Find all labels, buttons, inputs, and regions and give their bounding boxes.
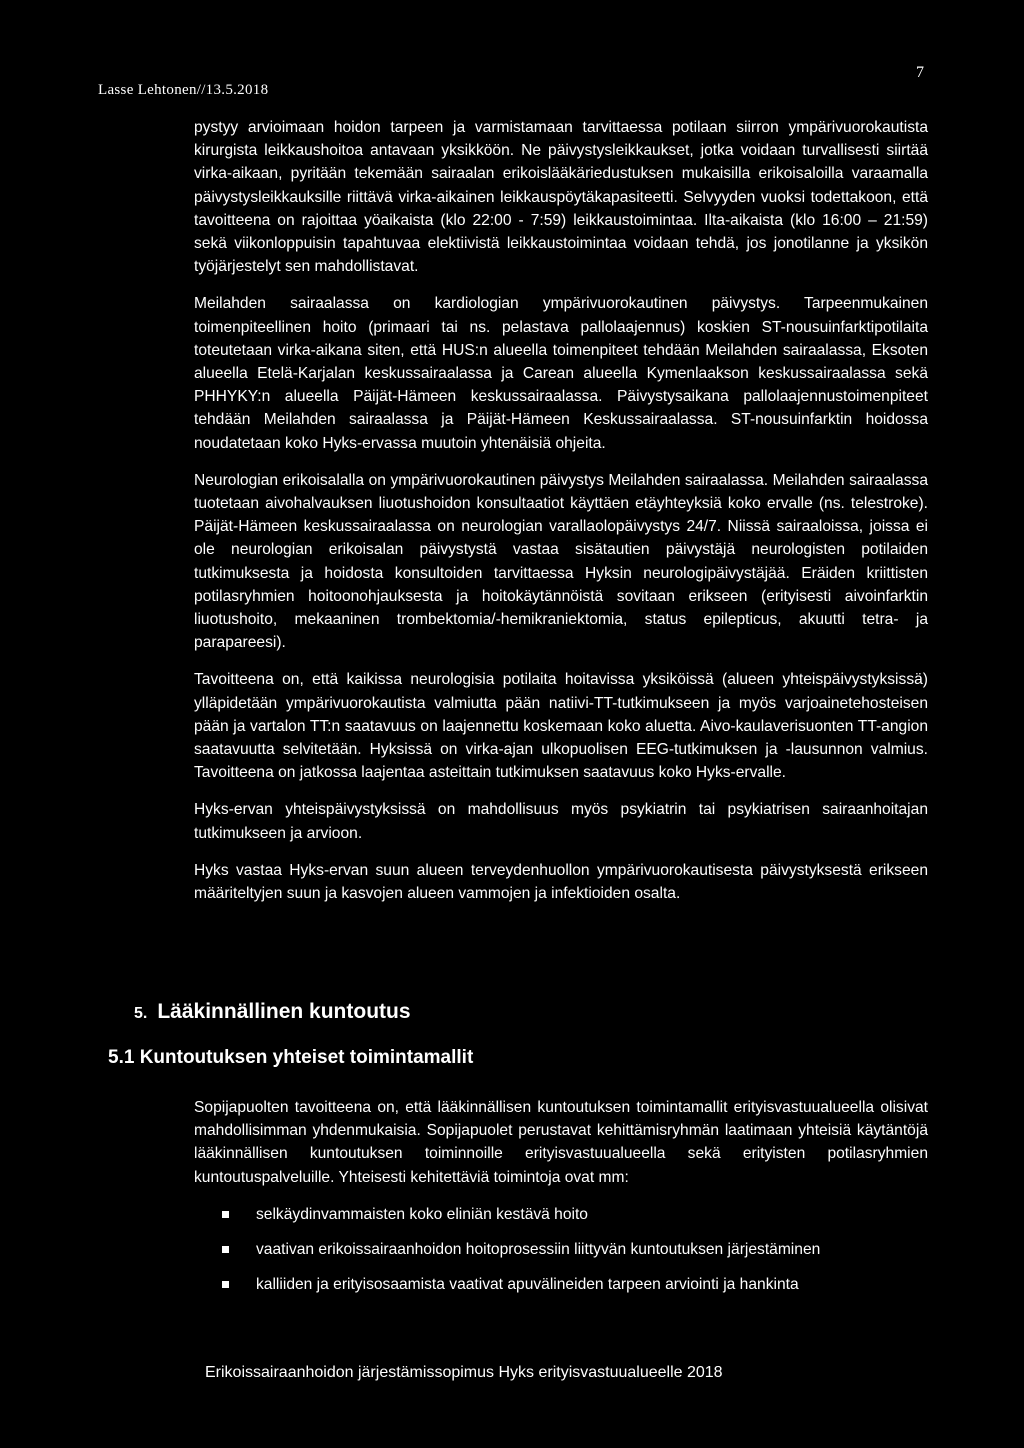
list-item-text: kalliiden ja erityisosaamista vaativat apuvälineiden tarpeen arviointi ja hankinta bbox=[256, 1276, 799, 1294]
paragraph-surgery: pystyy arvioimaan hoidon tarpeen ja varmistamaan tarvittaessa potilaan siirron ympärivuorokautista kirurgista leikkaushoitoa antavaan yksikköön. Ne päivystysleikkaukset, jotka voidaan turvallisesti siirtää virka-aikaan, pyritään tekemään sairaalan erikoislääkäriedustuksen mukaisilla erikoisaloilla varaamalla päivystysleikkauksille riittävä virka-aikainen leikkauspöytäkapasiteetti. Selvyyden vuoksi todettakoon, että tavoitteena on rajoittaa yöaikaista (klo 22:00 - 7:59) leikkaustoimintaa. Ilta-aikaista (klo 16:00 – 21:59) sekä viikonloppuisin tapahtuvaa elektiivistä leikkaustoimintaa voidaan tehdä, jos jonotilanne ja yksikön työjärjestelyt sen mahdollistavat. bbox=[194, 119, 928, 276]
page-number: 7 bbox=[916, 64, 924, 81]
section-5-number: 5. bbox=[134, 1005, 148, 1022]
body-text bbox=[194, 116, 928, 919]
paragraph-neurology: Neurologian erikoisalalla on ympärivuorokautinen päivystys Meilahden sairaalassa. Meilahden sairaalassa tuotetaan aivohalvauksen liuotushoidon konsultaatiot käyttäen etäyhteyksiä koko ervalle (ns. telestroke). Päijät-Hämeen keskussairaalassa on neurologian varallaolopäivystys 24/7. Niissä sairaaloissa, joissa ei ole neurologian erikoisalan päivystystä vastaa sisätautien päivystäjä neurologisten potilaiden tutkimuksesta ja hoidosta konsultoiden tarvittaessa Hyksin neurologipäivystäjää. Eräiden kriittisten potilasryhmien hoitoonohjauksesta ja hoitokäytännöistä sovitaan erikseen (erityisesti aivoinfarktin liuotushoito, mekaaninen trombektomia/-hemikraniektomia, status epilepticus, akuutti tetra- ja parapareesi). bbox=[194, 471, 928, 652]
section-5-1-heading: 5.1 Kuntoutuksen yhteiset toimintamallit bbox=[108, 1047, 474, 1068]
section-5-title: Lääkinnällinen kuntoutus bbox=[157, 1000, 411, 1023]
bullet-list bbox=[194, 1203, 928, 1297]
paragraph-cardiology: Meilahden sairaalassa on kardiologian ympärivuorokautinen päivystys. Tarpeenmukainen toimenpiteellinen hoito (primaari tai ns. pelastava pallolaajennus) koskien ST-nousuinfarktipotilaita toteutetaan virka-aikana siten, että HUS:n alueella toimenpiteet tehdään Meilahden sairaalassa, Eksoten alueella Etelä-Karjalan keskussairaalassa ja Carean alueella Kymenlaakson keskussairaalassa sekä PHHYKY:n alueella Päijät-Hämeen keskussairaalassa. Päivystysaikana pallolaajennustoimenpiteet tehdään Meilahden sairaalassa ja Päijät-Hämeen Keskussairaalassa. ST-nousuinfarktin hoidossa noudatetaan koko Hyks-ervassa muutoin yhtenäisiä ohjeita. bbox=[194, 295, 928, 452]
list-item-text: vaativan erikoissairaanhoidon hoitoprosessiin liittyvän kuntoutuksen järjestäminen bbox=[256, 1241, 821, 1259]
square-bullet-icon bbox=[222, 1211, 229, 1218]
square-bullet-icon bbox=[222, 1281, 229, 1288]
page-footer: Erikoissairaanhoidon järjestämissopimus Hyks erityisvastuualueelle 2018 bbox=[205, 1364, 723, 1381]
square-bullet-icon bbox=[222, 1246, 229, 1253]
header-author-date: Lasse Lehtonen//13.5.2018 bbox=[98, 82, 269, 98]
paragraph-psychiatry: Hyks-ervan yhteispäivystyksissä on mahdollisuus myös psykiatrin tai psykiatrisen sairaanhoitajan tutkimukseen ja arvioon. bbox=[194, 801, 928, 842]
section-5-heading bbox=[134, 1000, 411, 1024]
paragraph-imaging: Tavoitteena on, että kaikissa neurologisia potilaita hoitavissa yksiköissä (alueen yhteispäivystyksissä) ylläpidetään ympärivuorokautista valmiutta pään natiivi-TT-tutkimukseen ja myös varjoainetehosteisen pään ja vartalon TT:n saatavuus on laajennettu koskemaan koko aluetta. Aivo-kaulaverisuonten TT-angion saatavuutta selvitetään. Hyksissä on virka-ajan ulkopuolisen EEG-tutkimuksen ja -lausunnon valmius. Tavoitteena on jatkossa laajentaa asteittain tutkimuksen saatavuus koko Hyks-ervalle. bbox=[194, 671, 928, 782]
list-item-text: selkäydinvammaisten koko eliniän kestävä hoito bbox=[256, 1205, 588, 1223]
list-item bbox=[194, 1203, 928, 1226]
list-item bbox=[194, 1238, 928, 1261]
list-item bbox=[194, 1273, 928, 1296]
section-5-1-body bbox=[194, 1096, 928, 1308]
paragraph-dental: Hyks vastaa Hyks-ervan suun alueen terveydenhuollon ympärivuorokautisesta päivystyksestä erikseen määriteltyjen suun ja kasvojen alueen vammojen ja infektioiden osalta. bbox=[194, 861, 928, 903]
paragraph-rehabilitation: Sopijapuolten tavoitteena on, että lääkinnällisen kuntoutuksen toimintamallit erityisvastuualueella olisivat mahdollisimman yhdenmukaisia. Sopijapuolet perustavat kehittämisryhmän laatimaan yhteisiä käytäntöjä lääkinnällisen kuntoutuksen toiminnoille erityisvastuualueella sekä erityisten potilasryhmien kuntoutuspalveluille. Yhteisesti kehitettäviä toimintoja ovat mm: bbox=[194, 1099, 928, 1186]
